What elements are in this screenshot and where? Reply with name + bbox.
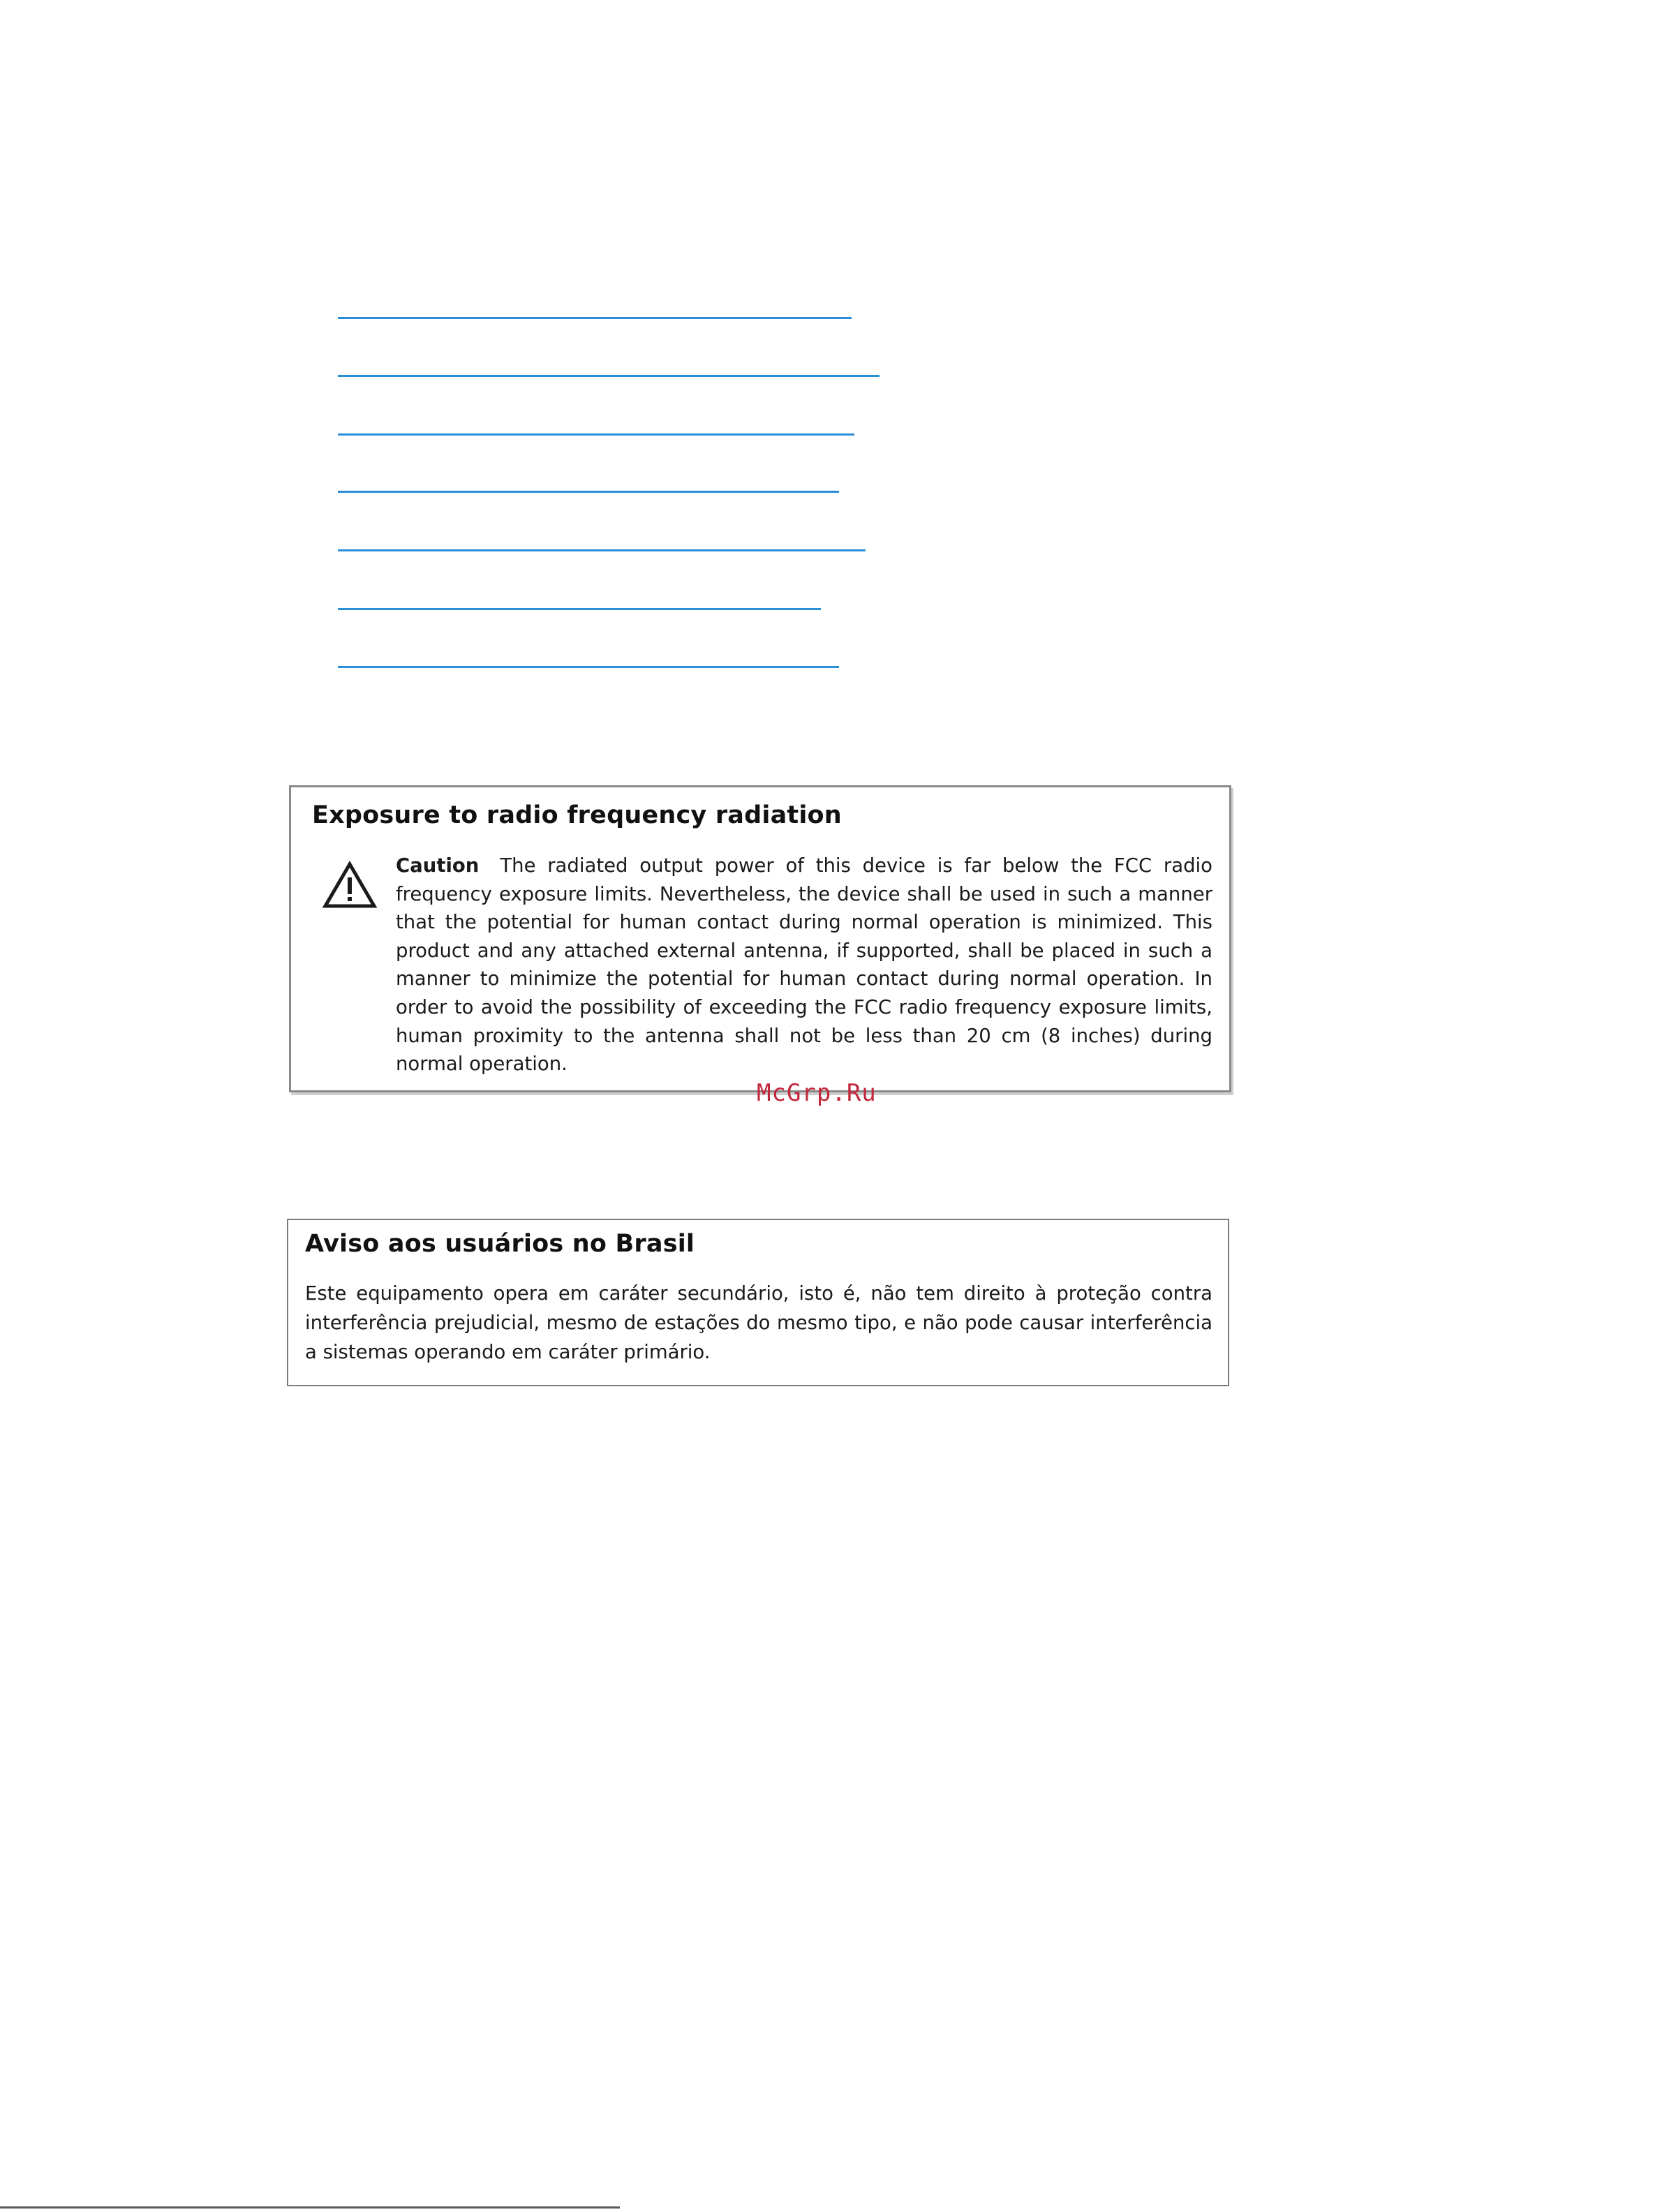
toc-link-3[interactable] xyxy=(338,433,854,436)
caution-body: The radiated output power of this device is far below the FCC radio frequency exposure limits. Nevertheless, the device shall be used in such a manner that the potential for human contact during normal operation is minimized. This product and any attached external antenna, if supported, shall be placed in such a manner to minimize the potential for human contact during normal operation. In order to avoid the possibility of exceeding the FCC radio frequency exposure limits, human proximity to the antenna shall not be less than 20 cm (8 inches) during normal operation. xyxy=(396,854,1212,1076)
rf-exposure-heading: Exposure to radio frequency radiation xyxy=(312,801,842,829)
toc-link-2[interactable] xyxy=(338,375,880,377)
brazil-notice-text: Este equipamento opera em caráter secundário, isto é, não tem direito à proteção contra interferência prejudicial, mesmo de estações do mesmo tipo, e não pode causar interferência a sistemas operando em caráter primário. xyxy=(305,1282,1212,1363)
caution-label: Caution xyxy=(396,854,480,877)
toc-link-4[interactable] xyxy=(338,491,839,493)
rf-exposure-notice xyxy=(289,785,1231,1092)
brazil-notice-heading: Aviso aos usuários no Brasil xyxy=(305,1230,695,1258)
toc-link-1[interactable] xyxy=(338,317,852,319)
toc-link-7[interactable] xyxy=(338,666,839,668)
toc-link-6[interactable] xyxy=(338,608,821,610)
toc-link-5[interactable] xyxy=(338,549,866,551)
footer-rule xyxy=(0,2206,620,2209)
rf-exposure-caution-text xyxy=(396,852,1212,1078)
warning-triangle-icon xyxy=(322,861,377,910)
watermark: McGrp.Ru xyxy=(757,1079,877,1107)
brazil-notice xyxy=(287,1219,1229,1386)
